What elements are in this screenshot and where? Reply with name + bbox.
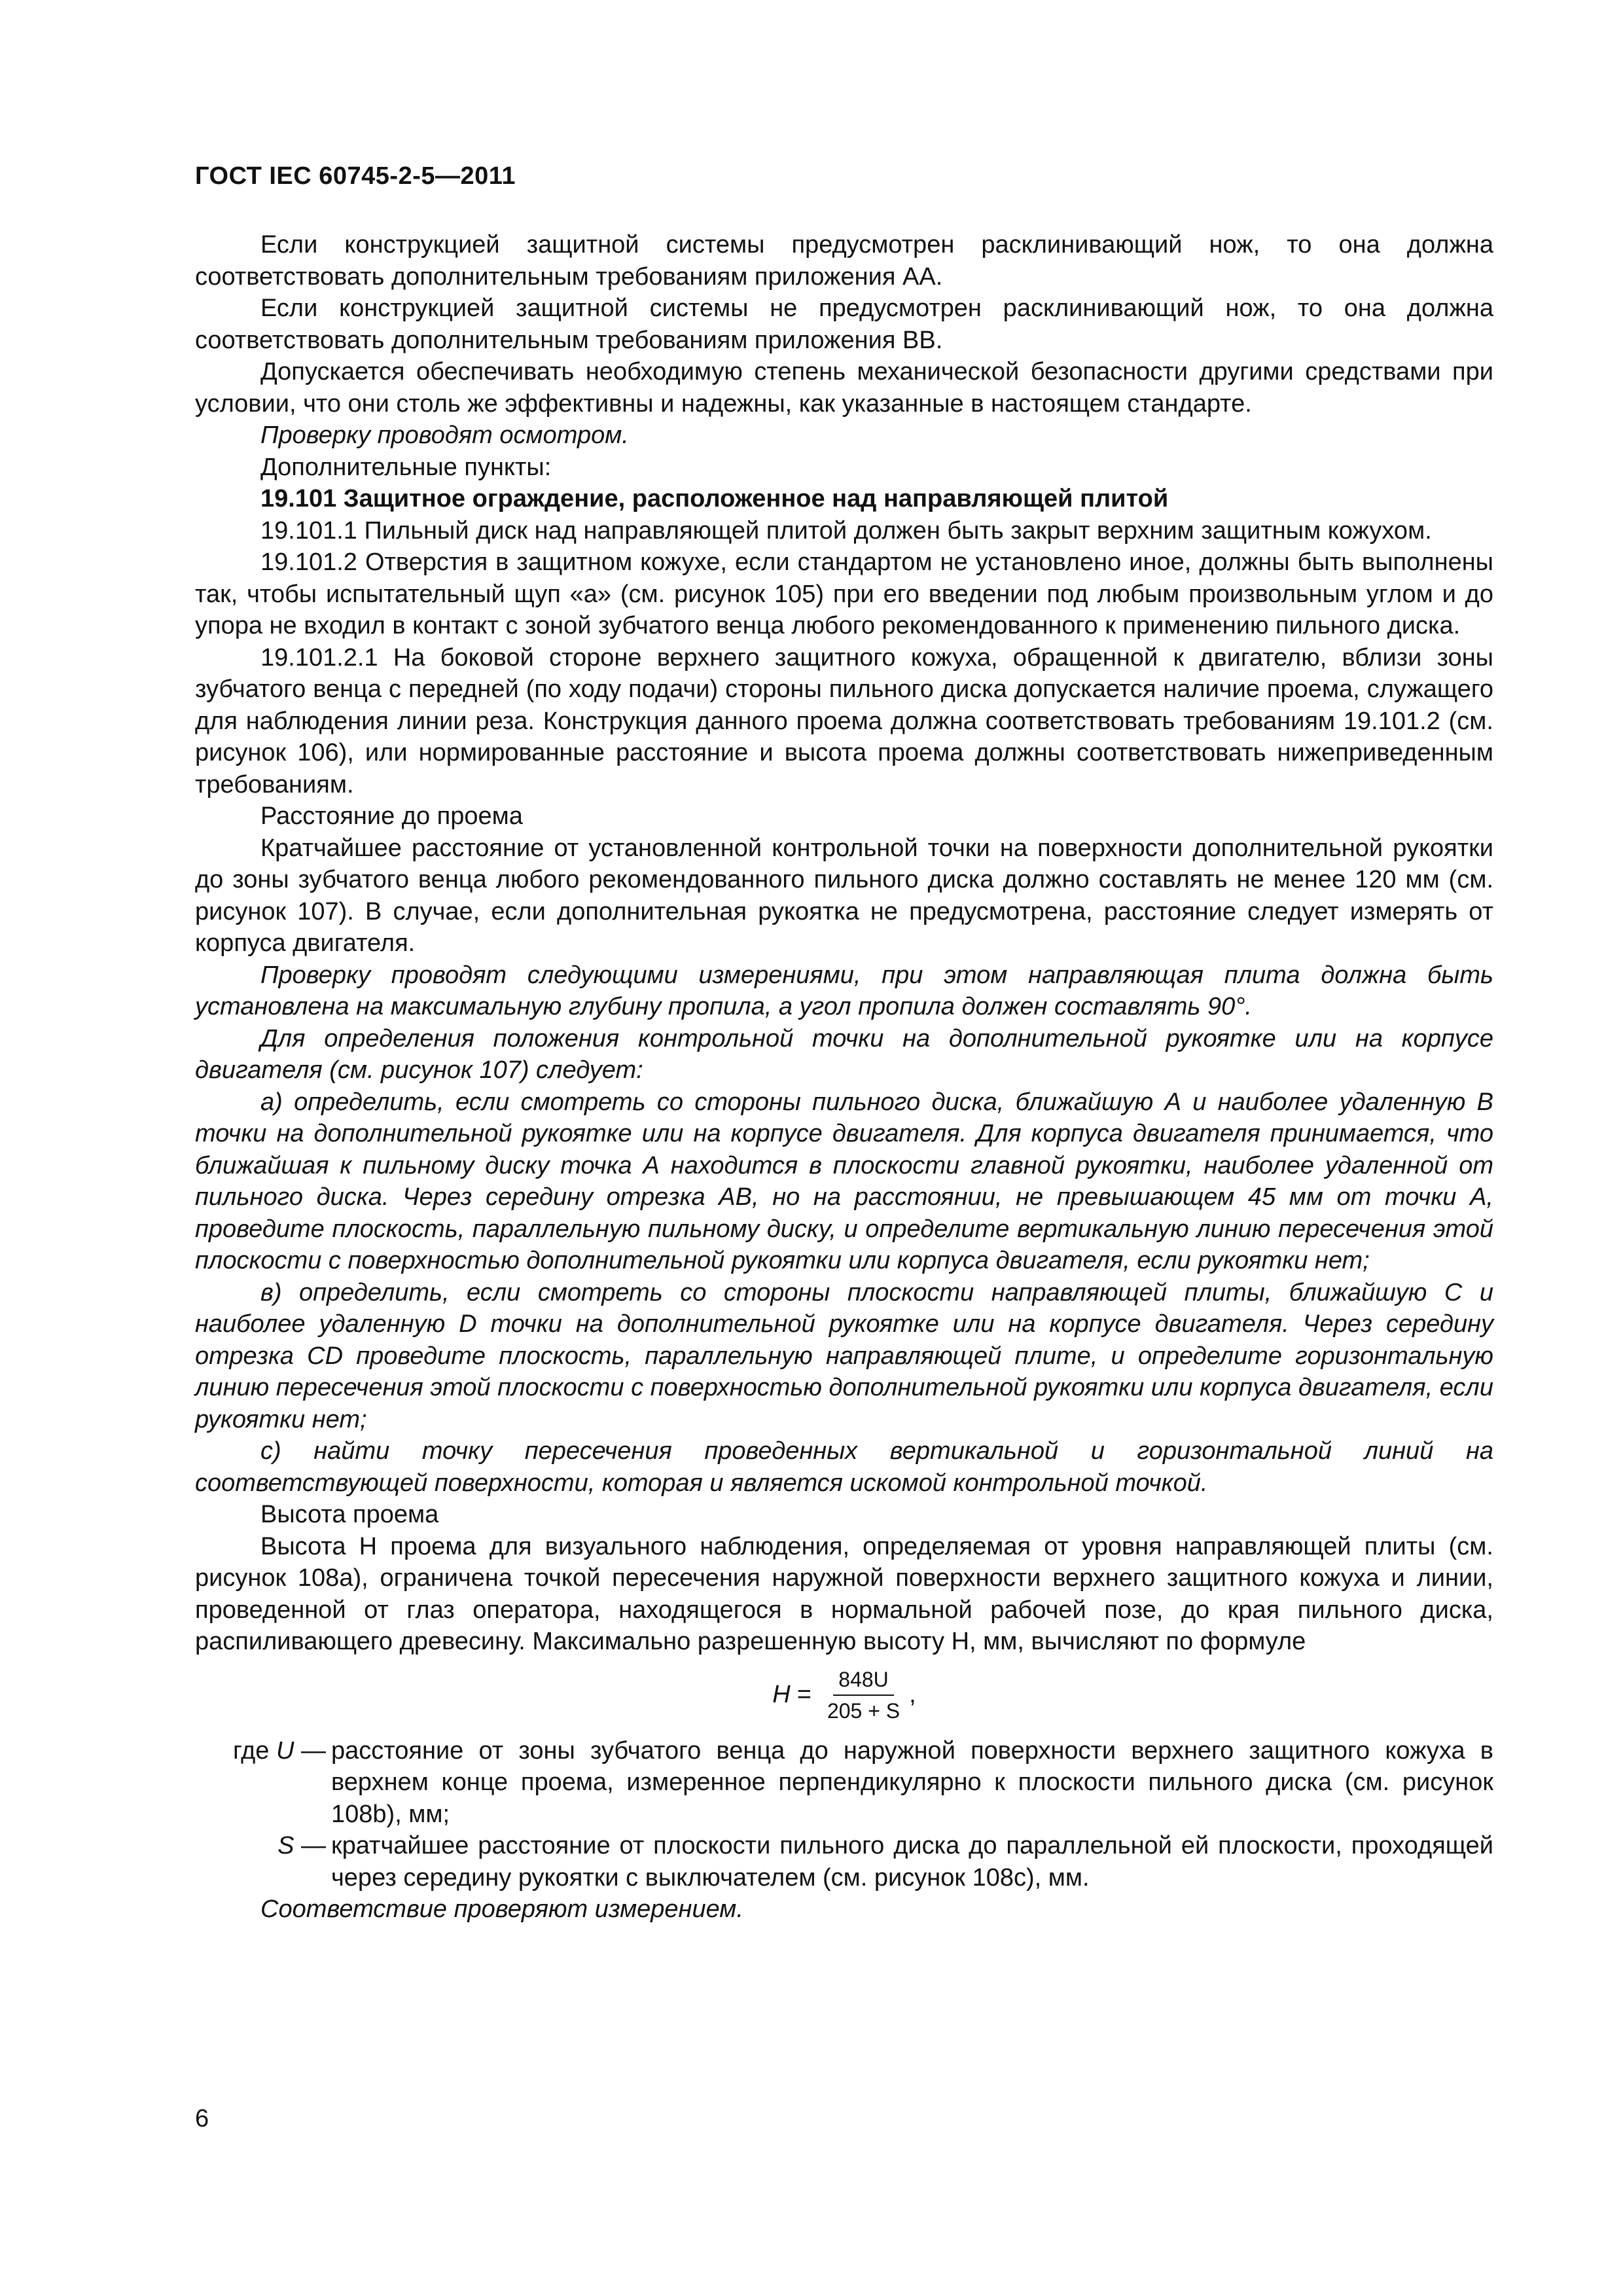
- formula-equals: =: [796, 1681, 812, 1709]
- formula-lhs: H: [772, 1681, 791, 1709]
- paragraph-riving-knife-aa: Если конструкцией защитной системы предусмотрен расклинивающий нож, то она должна соответствовать дополнительным требованиям приложения АА.: [195, 231, 1493, 291]
- paragraph-reference-point-intro: Для определения положения контрольной точки на дополнительной рукоятке или на корпусе двигателя (см. рисунок 107) следует:: [195, 1024, 1493, 1084]
- definition-term: где U —: [232, 1736, 326, 1765]
- paragraph-height-definition: Высота H проема для визуального наблюдения, определяемая от уровня направляющей плиты (см. рисунок 108а), ограничена точкой пересечения наружной поверхности верхнего защитного кожуха и линии, проведенной от глаз оператора, находящегося в нормальной рабочей позе, до края пильного диска, распиливающего древесину. Максимально разрешенную высоту H, мм, вычисляют по формуле: [195, 1532, 1493, 1655]
- paragraph-additional-items: Дополнительные пункты:: [260, 453, 552, 481]
- list-item-b: в) определить, если смотреть со стороны плоскости направляющей плиты, ближайшую С и наиболее удаленную D точки на дополнительной рукоятке или на корпусе двигателя. Через середину отрезка СD проведите плоскость, параллельную направляющей плите, и определите горизонтальную линию пересечения этой плоскости с поверхностью дополнительной рукоятки или корпуса двигателя, если рукоятки нет;: [195, 1278, 1493, 1433]
- paragraph-no-riving-knife-bb: Если конструкцией защитной системы не предусмотрен расклинивающий нож, то она должна соответствовать дополнительным требованиям приложения ВВ.: [195, 295, 1493, 354]
- list-item-c: с) найти точку пересечения проведенных вертикальной и горизонтальной линий на соответствующей поверхности, которая и является искомой контрольной точкой.: [195, 1437, 1493, 1497]
- definition-u: [195, 1735, 1493, 1831]
- subheading-height: Высота проема: [260, 1501, 439, 1528]
- page-body: [195, 229, 1493, 1926]
- paragraph-shortest-distance: Кратчайшее расстояние от установленной контрольной точки на поверхности дополнительной рукоятки до зоны зубчатого венца любого рекомендованного пильного диска должно составлять не менее 120 мм (см. рисунок 107). В случае, если дополнительная рукоятка не предусмотрена, расстояние следует измерять от корпуса двигателя.: [195, 834, 1493, 957]
- standard-header: ГОСТ IEC 60745-2-5—2011: [195, 162, 516, 190]
- variable-definitions: [195, 1735, 1493, 1894]
- formula-trailing: ,: [909, 1681, 916, 1709]
- definition-symbol: S: [277, 1832, 294, 1859]
- formula-numerator: 848U: [833, 1667, 894, 1696]
- list-item-a: а) определить, если смотреть со стороны пильного диска, ближайшую А и наиболее удаленную В точки на дополнительной рукоятке или на корпусе двигателя. Для корпуса двигателя принимается, что ближайшая к пильному диску точка А находится в плоскости главной рукоятки, наиболее удаленной от пильного диска. Через середину отрезка АВ, но на расстоянии, не превышающем 45 мм от точки А, проведите плоскость, параллельную пильному диску, и определите вертикальную линию пересечения этой плоскости с поверхностью дополнительной рукоятки или корпуса двигателя, если рукоятки нет;: [195, 1088, 1493, 1274]
- paragraph-inspection-check: Проверку проводят осмотром.: [260, 422, 629, 449]
- formula-fraction: [822, 1667, 905, 1723]
- paragraph-measurement-check: Проверку проводят следующими измерениями, при этом направляющая плита должна быть установлена на максимальную глубину пропила, а угол пропила должен составлять 90°.: [195, 961, 1493, 1020]
- clause-19-101-2-1: 19.101.2.1 На боковой стороне верхнего защитного кожуха, обращенной к двигателю, вблизи зоны зубчатого венца с передней (по ходу подачи) стороны пильного диска допускается наличие проема, служащего для наблюдения линии реза. Конструкция данного проема должна соответствовать требованиям 19.101.2 (см. рисунок 106), или нормированные расстояние и высота проема должны соответствовать нижеприведенным требованиям.: [195, 643, 1493, 798]
- definition-term: S —: [277, 1832, 326, 1859]
- subheading-distance: Расстояние до проема: [260, 802, 523, 830]
- paragraph-compliance-check: Соответствие проверяют измерением.: [260, 1895, 743, 1923]
- definition-text: кратчайшее расстояние от плоскости пильного диска до параллельной ей плоскости, проходящей через середину рукоятки с выключателем (см. рисунок 108с), мм.: [331, 1832, 1493, 1892]
- height-formula: [195, 1667, 1493, 1723]
- definition-text: расстояние от зоны зубчатого венца до наружной поверхности верхнего защитного кожуха в верхнем конце проема, измеренное перпендикулярно к плоскости пильного диска (см. рисунок 108b), мм;: [331, 1736, 1493, 1828]
- clause-19-101-1: 19.101.1 Пильный диск над направляющей плитой должен быть закрыт верхним защитным кожухом.: [260, 516, 1432, 545]
- clause-19-101-2: 19.101.2 Отверстия в защитном кожухе, если стандартом не установлено иное, должны быть выполнены так, чтобы испытательный щуп «а» (см. рисунок 105) при его введении под любым произвольным углом и до упора не входил в контакт с зоной зубчатого венца любого рекомендованного к применению пильного диска.: [195, 548, 1493, 639]
- definition-s: [195, 1830, 1493, 1893]
- section-heading-19-101: 19.101 Защитное ограждение, расположенное над направляющей плитой: [260, 485, 1169, 512]
- page-number: 6: [195, 2105, 209, 2132]
- formula-denominator: 205 + S: [827, 1698, 901, 1723]
- paragraph-alternative-means: Допускается обеспечивать необходимую степень механической безопасности другими средствами при условии, что они столь же эффективны и надежны, как указанные в настоящем стандарте.: [195, 358, 1493, 418]
- definition-symbol: U: [276, 1736, 294, 1765]
